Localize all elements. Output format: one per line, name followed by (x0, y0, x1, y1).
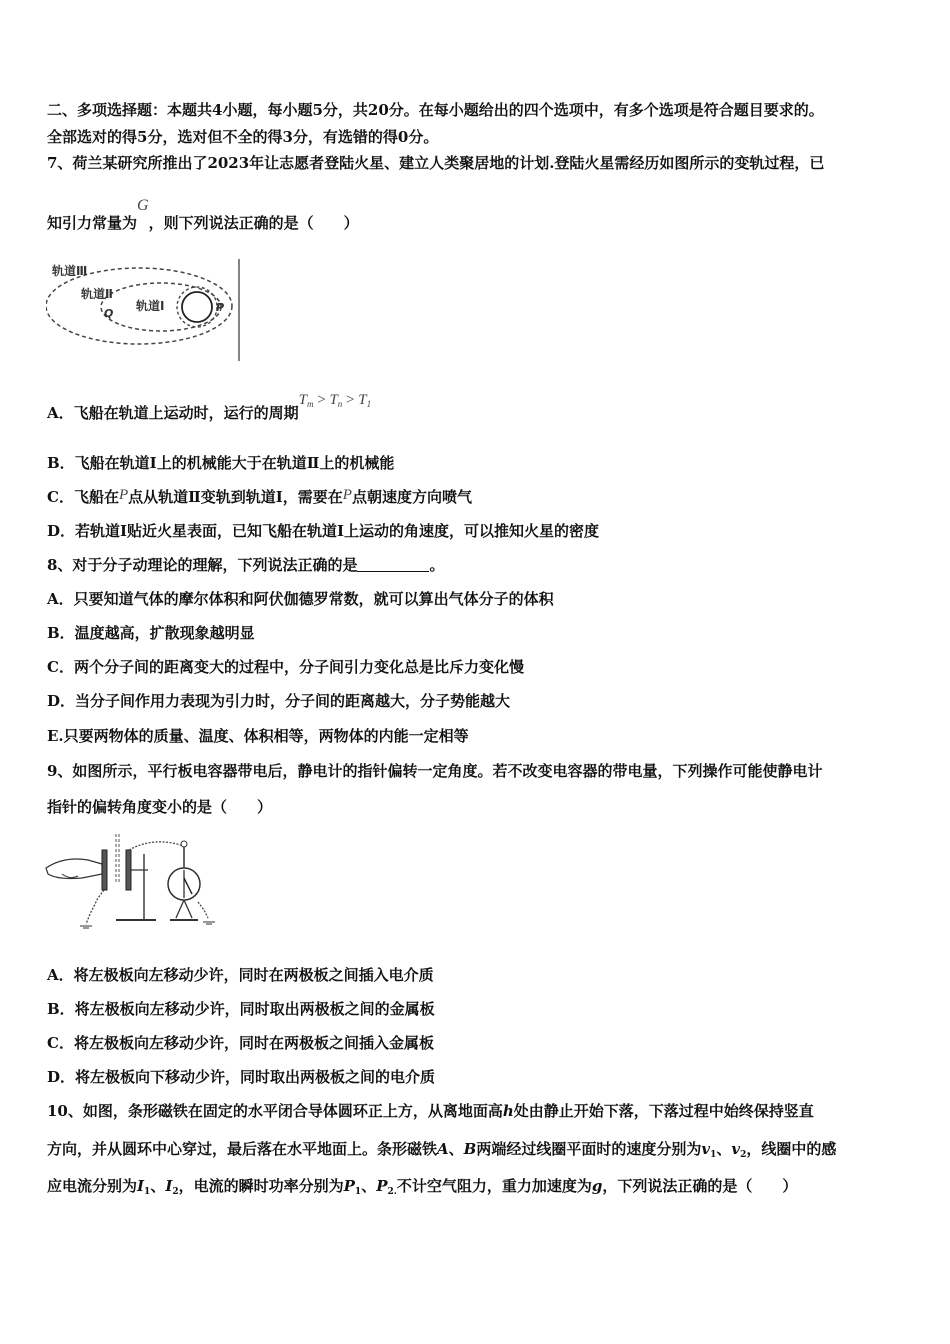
q8-option-c: C．两个分子间的距离变大的过程中，分子间引力变化总是比斥力变化慢 (47, 658, 524, 676)
capacitor-electrometer-diagram (44, 832, 224, 930)
q10-stem-line2: 方向，并从圆环中心穿过，最后落在水平地面上。条形磁铁A、B两端经过线圈平面时的速度分别为$v_1$、$v_2$，线圈中的感 (47, 1140, 837, 1160)
q9-option-a: A．将左极板向左移动少许，同时在两极板之间插入电介质 (47, 966, 434, 984)
q9-option-c: C．将左极板向左移动少许，同时在两极板之间插入金属板 (47, 1034, 434, 1052)
mars-planet (182, 292, 212, 322)
q8-option-e: E.只要两物体的质量、温度、体积相等，两物体的内能一定相等 (47, 727, 469, 745)
q7-stem-line2: 知引力常量为G，则下列说法正确的是（ ） (47, 197, 359, 232)
q7-option-d: D．若轨道Ⅰ贴近火星表面，已知飞船在轨道Ⅰ上运动的角速度，可以推知火星的密度 (47, 522, 600, 540)
q7-option-a: A．飞船在轨道上运动时，运行的周期$T_m > T_n > T_1$ (47, 392, 372, 422)
orbit-diagram (46, 257, 246, 365)
q9-stem-line2: 指针的偏转角度变小的是（ ） (47, 798, 273, 816)
q7-stem-line1: 7、荷兰某研究所推出了2023年让志愿者登陆火星、建立人类聚居地的计划.登陆火星需经历如图所示的变轨过程，已 (47, 154, 825, 172)
period-inequality: $T_m > T_n > T_1$ (298, 392, 372, 409)
connecting-wire (129, 842, 184, 850)
q10-stem-line1: 10、如图，条形磁铁在固定的水平闭合导体圆环正上方，从离地面高h处由静止开始下落，下落过程中始终保持竖直 (47, 1102, 814, 1120)
label-point-Q: Q (104, 307, 114, 320)
q9-stem-line1: 9、如图所示，平行板电容器带电后，静电计的指针偏转一定角度。若不改变电容器的带电量，下列操作可能使静电计 (47, 762, 823, 780)
left-plate (102, 850, 107, 890)
label-orbit-1: 轨道Ⅰ (136, 299, 165, 313)
q8-option-b: B．温度越高，扩散现象越明显 (47, 624, 255, 642)
section-title: 二、多项选择题：本题共4小题，每小题5分，共20分。在每小题给出的四个选项中，有多个选项是符合题目要求的。 (47, 101, 824, 119)
q8-option-a: A．只要知道气体的摩尔体积和阿伏伽德罗常数，就可以算出气体分子的体积 (47, 590, 554, 608)
label-orbit-2: 轨道Ⅱ (81, 287, 113, 301)
q10-stem-line3: 应电流分别为$I_1$、$I_2$，电流的瞬时功率分别为$P_1$、$P_{2.}$不计空气阻力，重力加速度为g，下列说法正确的是（ ） (47, 1177, 798, 1197)
q9-option-b: B．将左极板向左移动少许，同时取出两极板之间的金属板 (47, 1000, 435, 1018)
label-orbit-3: 轨道Ⅲ (52, 264, 88, 278)
q7-option-b: B．飞船在轨道Ⅰ上的机械能大于在轨道Ⅱ上的机械能 (47, 454, 395, 472)
q8-option-d: D．当分子间作用力表现为引力时，分子间的距离越大，分子势能越大 (47, 692, 511, 710)
label-point-P: P (216, 301, 225, 314)
section-scoring: 全部选对的得5分，选对但不全的得3分，有选错的得0分。 (47, 128, 439, 146)
answer-blank (357, 557, 429, 572)
q9-option-d: D．将左极板向下移动少许，同时取出两极板之间的电介质 (47, 1068, 436, 1086)
hand-icon (46, 859, 102, 879)
q8-stem: 8、对于分子动理论的理解，下列说法正确的是 。 (47, 556, 445, 574)
constant-G: G (137, 197, 149, 214)
q7-option-c: C．飞船在P点从轨道Ⅱ变轨到轨道Ⅰ，需要在P点朝速度方向喷气 (47, 487, 472, 506)
